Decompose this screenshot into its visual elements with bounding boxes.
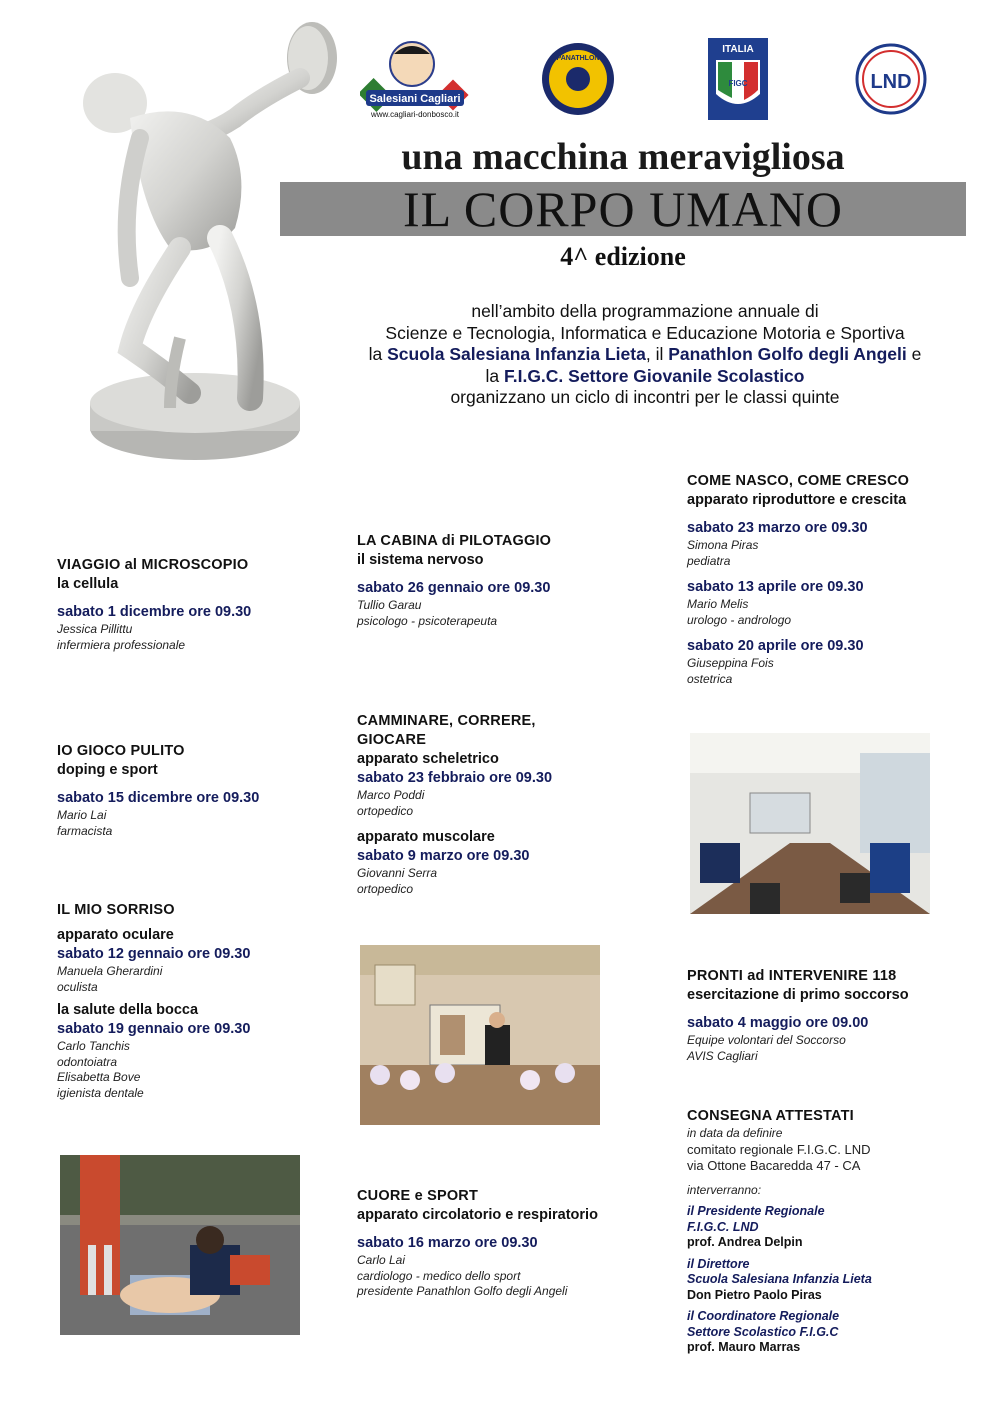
- session-cabina-pilotaggio: [357, 532, 657, 629]
- speaker-role: odontoiatra: [57, 1054, 118, 1069]
- session-subtitle: apparato riproduttore e crescita: [687, 492, 907, 508]
- session-title: IO GIOCO PULITO: [57, 743, 185, 759]
- guest-org: Scuola Salesiana Infanzia Lieta: [687, 1272, 872, 1286]
- speaker-role: cardiologo - medico dello sport: [357, 1268, 521, 1283]
- intro-line: organizzano un ciclo di incontri per le classi quinte: [450, 387, 840, 407]
- session-date: sabato 23 marzo ore 09.30: [687, 520, 868, 536]
- session-date: sabato 16 marzo ore 09.30: [357, 1235, 538, 1251]
- event-address: via Ottone Bacaredda 47 - CA: [687, 1157, 861, 1173]
- speaker-name: Marco Poddi: [357, 788, 425, 802]
- speakers-intro: interverranno:: [687, 1182, 762, 1197]
- intro-line: Scienze e Tecnologia, Informatica e Educazione Motoria e Sportiva: [385, 322, 905, 343]
- speaker-name: Manuela Gherardini: [57, 964, 163, 978]
- session-date: sabato 9 marzo ore 09.30: [357, 848, 530, 864]
- speaker-name: Mario Melis: [687, 597, 749, 611]
- computer-lab-photo: [690, 733, 930, 914]
- guest-org: Settore Scolastico F.I.G.C: [687, 1324, 839, 1339]
- speaker-role: oculista: [57, 979, 98, 994]
- speaker-name: Giovanni Serra: [357, 866, 438, 880]
- speaker-name: Simona Piras: [687, 538, 759, 552]
- session-cuore-sport: [357, 1187, 657, 1300]
- session-subtitle: il sistema nervoso: [357, 552, 484, 568]
- svg-text:www.cagliari-donbosco.it: www.cagliari-donbosco.it: [370, 110, 460, 119]
- speaker-name: AVIS Cagliari: [687, 1048, 758, 1063]
- session-date: sabato 26 gennaio ore 09.30: [357, 580, 551, 596]
- session-come-nasco: [687, 472, 977, 687]
- session-pronti-intervenire: [687, 967, 977, 1064]
- svg-text:ITALIA: ITALIA: [722, 44, 754, 55]
- session-io-gioco-pulito: [57, 742, 327, 839]
- guest-title: il Presidente Regionale: [687, 1204, 825, 1218]
- session-title: COME NASCO, COME CRESCO: [687, 473, 910, 489]
- intro-line: la Scuola Salesiana Infanzia Lieta, il Panathlon Golfo degli Angeli e: [368, 344, 922, 364]
- svg-text:PANATHLON: PANATHLON: [556, 55, 600, 62]
- lnd-logo: [855, 38, 927, 120]
- speaker-name: Carlo Tanchis: [57, 1039, 130, 1053]
- session-subtitle: la salute della bocca: [57, 1002, 199, 1018]
- session-subtitle: apparato muscolare: [357, 829, 495, 845]
- session-title: CUORE e SPORT: [357, 1188, 479, 1204]
- org-name: Panathlon Golfo degli Angeli: [668, 344, 907, 364]
- session-date: sabato 12 gennaio ore 09.30: [57, 946, 251, 962]
- session-subtitle: doping e sport: [57, 762, 158, 778]
- speaker-role: psicologo - psicoterapeuta: [357, 613, 498, 628]
- salesiani-cagliari-logo: [360, 38, 470, 120]
- session-title: VIAGGIO al MICROSCOPIO: [57, 557, 249, 573]
- guest-name: prof. Andrea Delpin: [687, 1235, 803, 1249]
- session-subtitle: esercitazione di primo soccorso: [687, 987, 909, 1003]
- session-date: sabato 19 gennaio ore 09.30: [57, 1021, 251, 1037]
- svg-text:FIGC: FIGC: [728, 79, 748, 88]
- session-subtitle: la cellula: [57, 576, 119, 592]
- svg-text:LND: LND: [870, 71, 912, 93]
- speaker-name: Giuseppina Fois: [687, 656, 774, 670]
- figc-italia-logo: [708, 38, 768, 120]
- subtitle-heading: una macchina meravigliosa: [401, 136, 845, 178]
- org-name: Scuola Salesiana Infanzia Lieta: [387, 344, 646, 364]
- first-aid-photo: [60, 1155, 300, 1335]
- session-title: GIOCARE: [357, 732, 427, 748]
- session-title: CAMMINARE, CORRERE,: [357, 713, 536, 729]
- session-date: sabato 23 febbraio ore 09.30: [357, 770, 553, 786]
- intro-line: nell’ambito della programmazione annuale di: [471, 301, 819, 321]
- org-name: F.I.G.C. Settore Giovanile Scolastico: [503, 365, 805, 386]
- svg-text:Salesiani Cagliari: Salesiani Cagliari: [369, 93, 461, 105]
- edition-label: 4^ edizione: [560, 242, 686, 271]
- event-location: comitato regionale F.I.G.C. LND: [687, 1141, 871, 1157]
- intro-paragraph: [300, 301, 990, 409]
- session-date: sabato 4 maggio ore 09.00: [687, 1015, 869, 1031]
- session-consegna-attestati: [687, 1107, 977, 1356]
- speaker-name: Mario Lai: [57, 808, 107, 822]
- session-il-mio-sorriso: [57, 901, 327, 1101]
- session-title: LA CABINA di PILOTAGGIO: [357, 533, 552, 549]
- session-date: sabato 13 aprile ore 09.30: [687, 579, 864, 595]
- speaker-role: ortopedico: [357, 881, 414, 896]
- speaker-role: ortopedico: [357, 803, 414, 818]
- session-subtitle: apparato oculare: [57, 927, 174, 943]
- session-date: sabato 15 dicembre ore 09.30: [57, 790, 260, 806]
- event-date-note: in data da definire: [687, 1126, 783, 1140]
- speaker-role: presidente Panathlon Golfo degli Angeli: [357, 1284, 568, 1298]
- guest-title: il Coordinatore Regionale: [687, 1309, 840, 1323]
- speaker-role: pediatra: [687, 553, 731, 568]
- guest-org: F.I.G.C. LND: [687, 1219, 759, 1234]
- speaker-name: Equipe volontari del Soccorso: [687, 1033, 846, 1047]
- speaker-name: Tullio Garau: [357, 598, 422, 612]
- session-subtitle: apparato circolatorio e respiratorio: [357, 1207, 598, 1223]
- speaker-role: ostetrica: [687, 671, 733, 686]
- speaker-role: igienista dentale: [57, 1085, 144, 1100]
- session-camminare-correre: [357, 712, 657, 897]
- guest-title: il Direttore: [687, 1256, 750, 1271]
- session-date: sabato 1 dicembre ore 09.30: [57, 604, 252, 620]
- session-date: sabato 20 aprile ore 09.30: [687, 638, 864, 654]
- classroom-presentation-photo: [360, 945, 600, 1125]
- speaker-role: infermiera professionale: [57, 637, 186, 652]
- session-title: PRONTI ad INTERVENIRE 118: [687, 968, 897, 984]
- panathlon-logo: [538, 38, 618, 120]
- main-title: IL CORPO UMANO: [403, 181, 843, 237]
- speaker-name: Elisabetta Bove: [57, 1070, 141, 1084]
- session-viaggio-microscopio: [57, 556, 327, 653]
- guest-name: prof. Mauro Marras: [687, 1340, 801, 1354]
- session-title: CONSEGNA ATTESTATI: [687, 1108, 854, 1124]
- speaker-name: Jessica Pillittu: [57, 622, 133, 636]
- speaker-role: farmacista: [57, 823, 113, 838]
- guest-name: Don Pietro Paolo Piras: [687, 1287, 822, 1302]
- speaker-name: Carlo Lai: [357, 1253, 406, 1267]
- session-title: IL MIO SORRISO: [57, 902, 175, 918]
- intro-line: la F.I.G.C. Settore Giovanile Scolastico: [485, 365, 805, 386]
- speaker-role: urologo - andrologo: [687, 612, 792, 627]
- session-subtitle: apparato scheletrico: [357, 751, 499, 767]
